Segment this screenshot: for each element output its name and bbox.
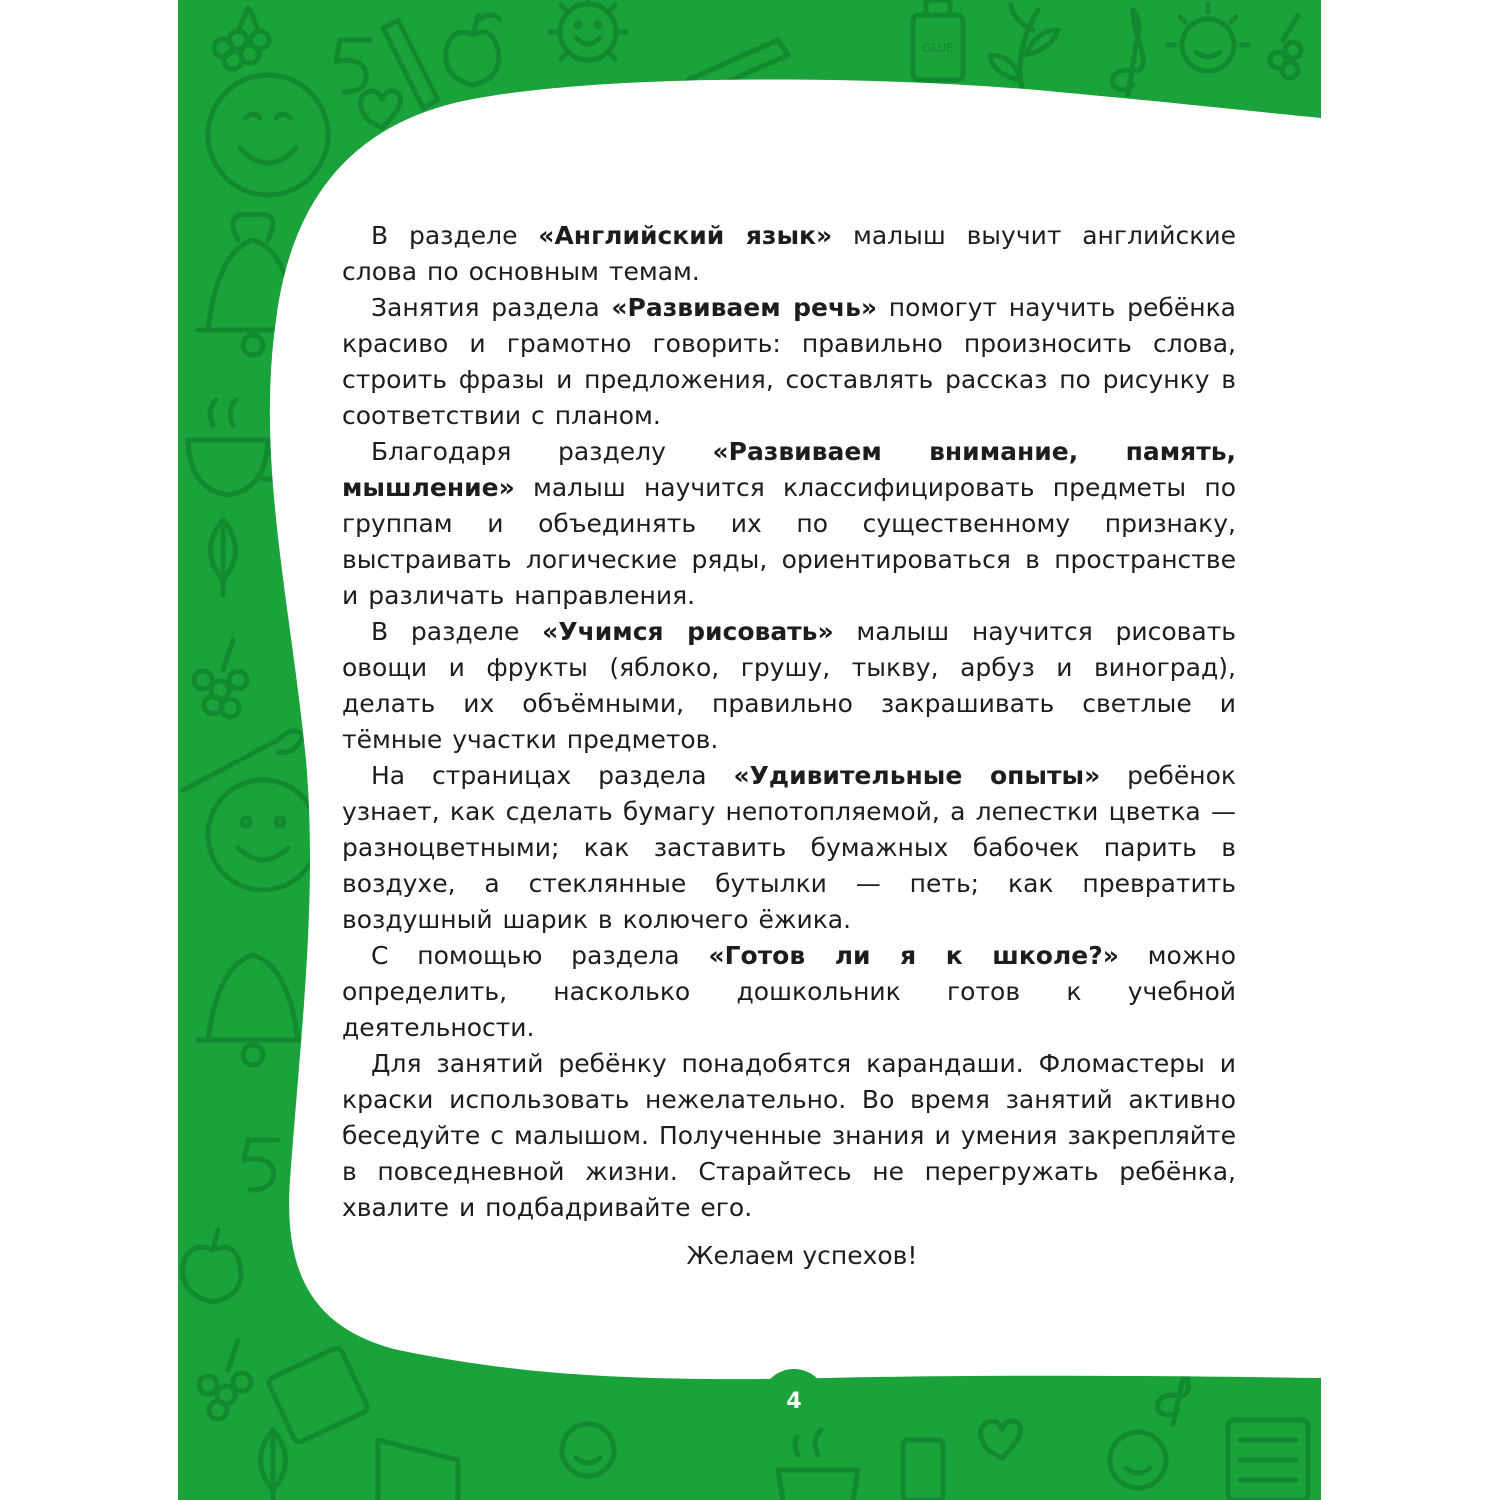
paragraph-speech: Занятия раздела «Развиваем речь» помогут научить ребёнка красиво и грамотно говорить: правильно произносить слова, строить фразы и предложения, составлять рассказ по рисунку в соответствии с планом. [342,293,1236,430]
closing-wish: Желаем успехов! [686,1241,918,1270]
paragraph-experiments: На страницах раздела «Удивительные опыты» ребёнок узнает, как сделать бумагу непотопляемой, а лепестки цветка — разноцветными; как заставить бумажных бабочек парить в воздухе, а стеклянные бутылки — петь; как превратить воздушный шарик в колючего ёжика. [342,761,1236,934]
paragraph-advice: Для занятий ребёнку понадобятся карандаши. Фломастеры и краски использовать нежелательно. Во время занятий активно беседуйте с малышом. Полученные знания и умения закрепляйте в повседневной жизни. Старайтесь не перегружать ребёнка, хвалите и подбадривайте его. [342,1049,1236,1222]
foreword-text [342,218,1236,1274]
paragraph-drawing: В разделе «Учимся рисовать» малыш научится рисовать овощи и фрукты (яблоко, грушу, тыкву, арбуз и виноград), делать их объёмными, правильно закрашивать светлые и тёмные участки предметов. [342,617,1236,754]
svg-text:GLUE: GLUE [922,41,954,55]
paragraph-school-readiness: С помощью раздела «Готов ли я к школе?» можно определить, насколько дошкольник готов к учебной деятельности. [342,941,1236,1042]
paragraph-attention: Благодаря разделу «Развиваем внимание, память, мышление» малыш научится классифицировать предметы по группам и объединять их по существенному признаку, выстраивать логические ряды, ориентироваться в пространстве и различать направления. [342,437,1236,610]
page-number-badge: 4 [761,1369,827,1435]
paragraph-english: В разделе «Английский язык» малыш выучит английские слова по основным темам. [342,221,1236,286]
